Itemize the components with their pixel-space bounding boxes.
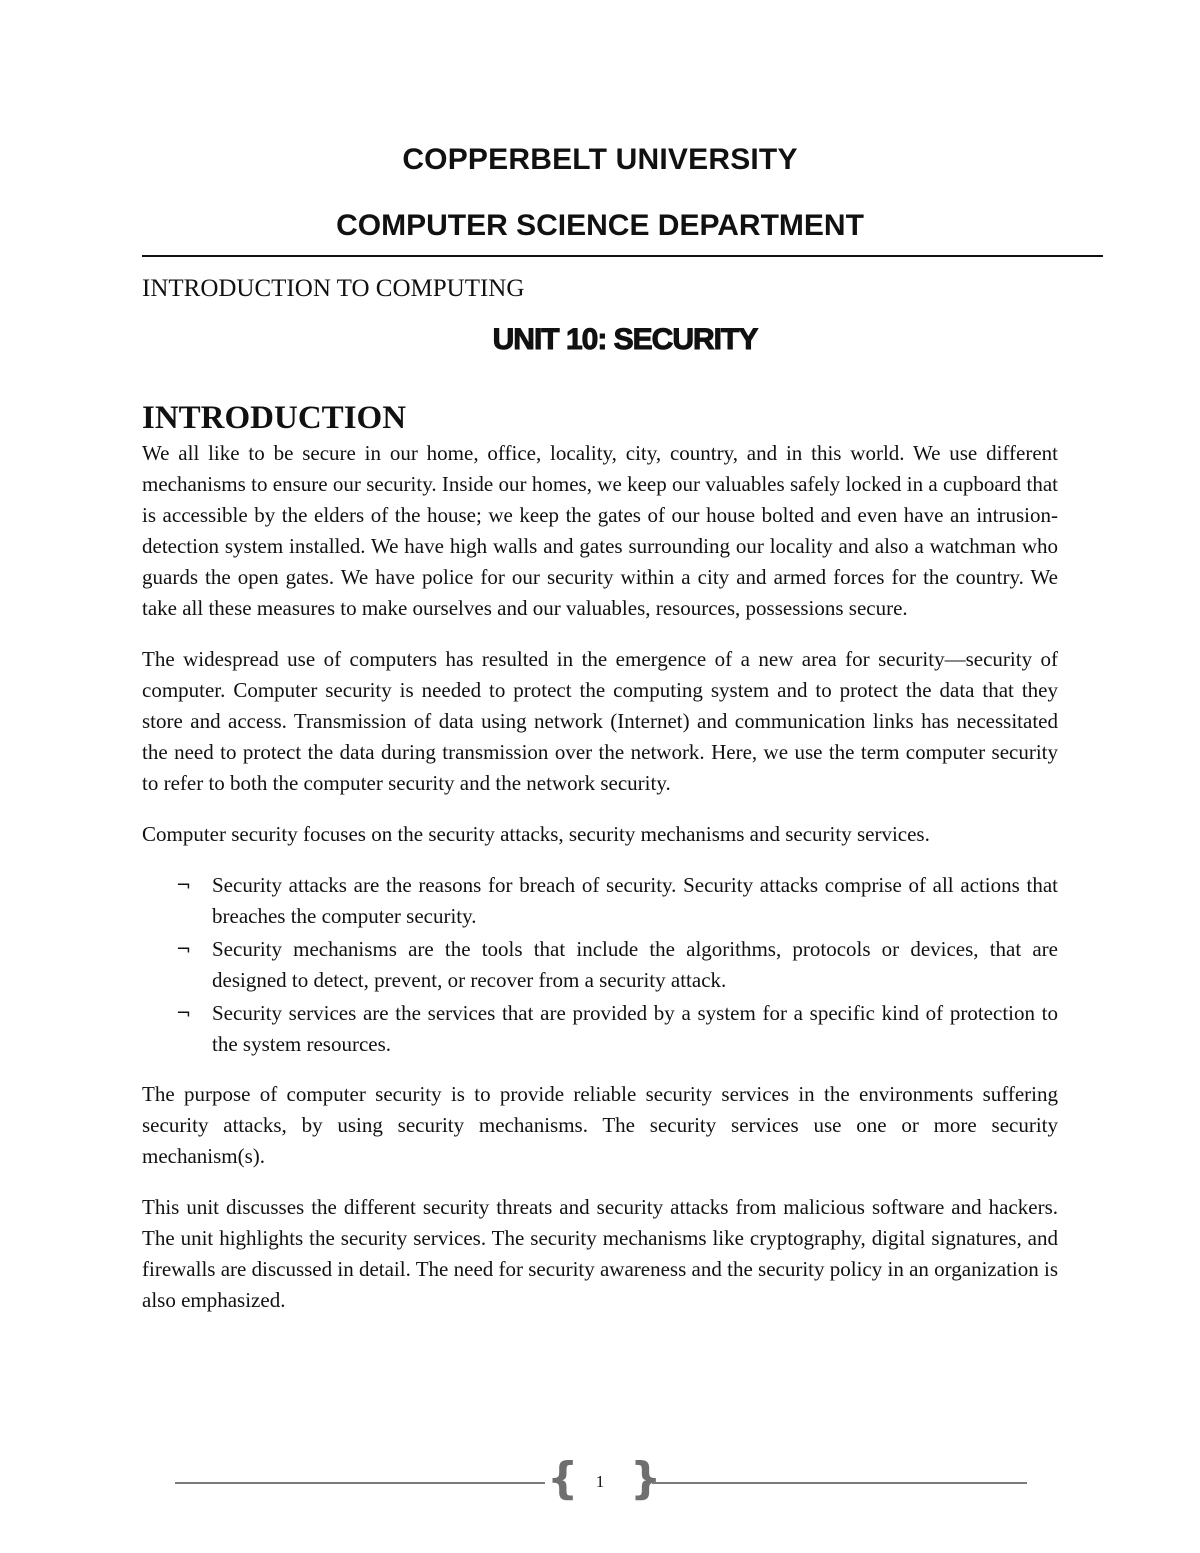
list-item-text: Security attacks are the reasons for breach of security. Security attacks comprise of all actions that breaches the computer security. — [212, 873, 1058, 928]
department-title: COMPUTER SCIENCE DEPARTMENT — [336, 209, 864, 242]
page-number: 1 — [595, 1472, 605, 1491]
paragraph: This unit discusses the different security threats and security attacks from malicious software and hackers. The unit highlights the security services. The security mechanisms like cryptography, digital signatures, and firewalls are discussed in detail. The need for security awareness and the security policy in an organization is also emphasized. — [142, 1195, 1058, 1312]
list-item — [142, 998, 1058, 1060]
university-title: COPPERBELT UNIVERSITY — [402, 143, 798, 176]
paragraph: The widespread use of computers has resulted in the emergence of a new area for security—security of computer. Computer security is needed to protect the computing system and to protect the data that they store and access. Transmission of data using network (Internet) and communication links has necessitated the need to protect the data during transmission over the network. Here, we use the term computer security to refer to both the computer security and the network security. — [142, 647, 1058, 795]
bullet-marker: ¬ — [176, 875, 192, 896]
course-title: INTRODUCTION TO COMPUTING — [142, 275, 525, 302]
bullet-marker: ¬ — [176, 1003, 192, 1024]
left-brace-icon: { — [547, 1453, 579, 1504]
paragraph: The purpose of computer security is to provide reliable security services in the environments suffering security attacks, by using security mechanisms. The security services use one or more security mechanism(s). — [142, 1082, 1058, 1168]
footer-rule-right — [652, 1482, 1027, 1484]
list-item — [142, 870, 1058, 932]
list-item-text: Security mechanisms are the tools that include the algorithms, protocols or devices, that are designed to detect, prevent, or recover from a security attack. — [212, 937, 1058, 992]
bullet-marker: ¬ — [176, 939, 192, 960]
header-divider — [142, 255, 1103, 257]
document-body — [142, 438, 1058, 1336]
bullet-list — [142, 870, 1058, 1060]
list-item — [142, 934, 1058, 996]
right-brace-icon: } — [630, 1453, 662, 1504]
page-footer — [0, 1453, 1200, 1510]
paragraph: We all like to be secure in our home, office, locality, city, country, and in this world. We use different mechanisms to ensure our security. Inside our homes, we keep our valuables safely locked in a cupboard that is accessible by the elders of the house; we keep the gates of our house bolted and even have an intrusion-detection system installed. We have high walls and gates surrounding our locality and also a watchman who guards the open gates. We have police for our security within a city and armed forces for the country. We take all these measures to make ourselves and our valuables, resources, possessions secure. — [142, 441, 1058, 620]
paragraph: Computer security focuses on the security attacks, security mechanisms and security services. — [142, 822, 930, 846]
list-item-text: Security services are the services that are provided by a system for a specific kind of protection to the system resources. — [212, 1001, 1058, 1056]
section-heading: INTRODUCTION — [142, 400, 407, 436]
footer-rule-left — [175, 1482, 545, 1484]
unit-title: UNIT 10: SECURITY — [492, 323, 758, 356]
